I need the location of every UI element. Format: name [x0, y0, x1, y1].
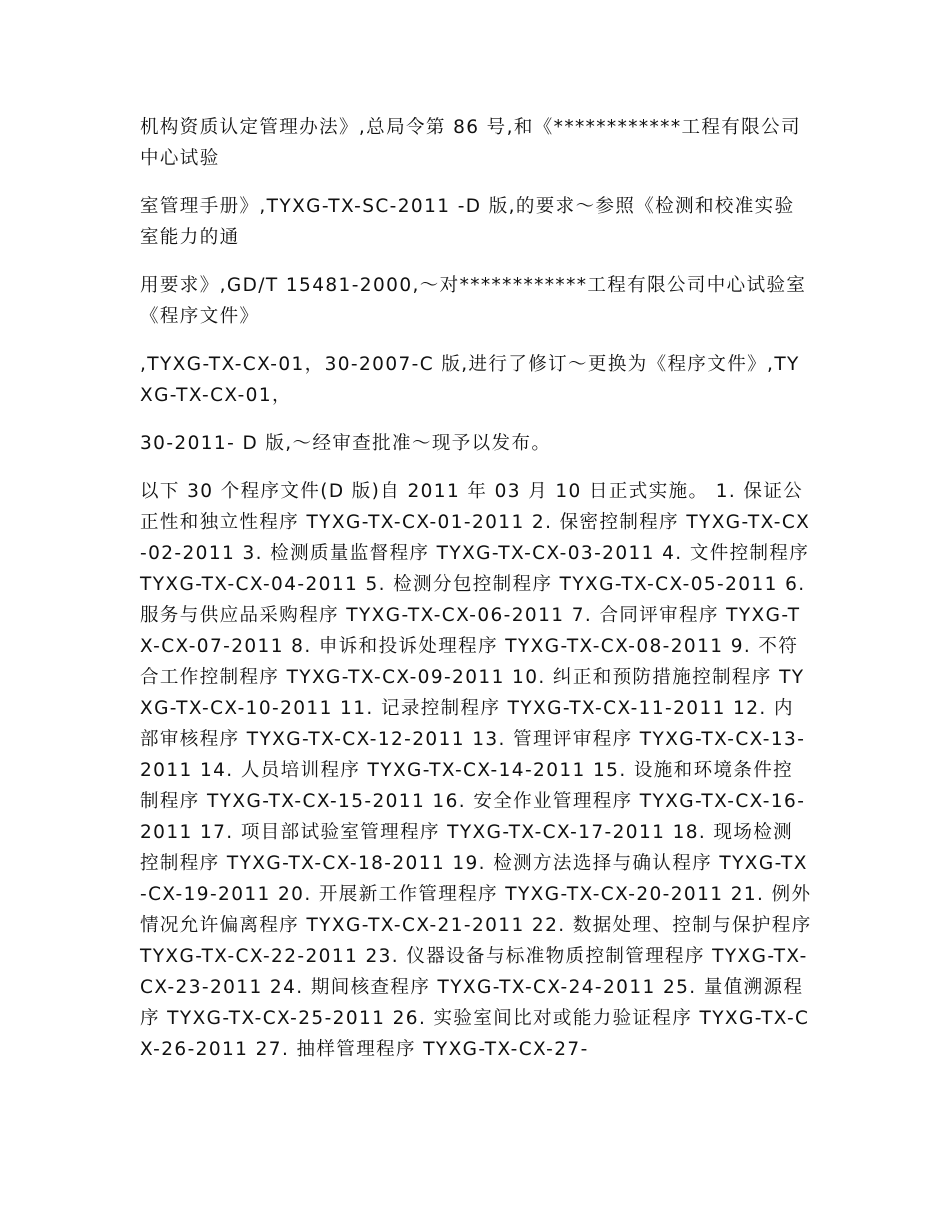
procedure-list-paragraph: 以下 30 个程序文件(D 版)自 2011 年 03 月 10 日正式实施。 1. 保证公正性和独立性程序 TYXG-TX-CX-01-2011 2. 保密控制程序 TYXG-TX-CX-02-2011 3. 检测质量监督程序 TYXG-TX-CX-03-2011 4. 文件控制程序 TYXG-TX-CX-04-2011 5. 检测分包控制程序 TYXG-TX-CX-05-2011 6. 服务与供应品采购程序 TYXG-TX-CX-06-2011 7. 合同评审程序 TYXG-TX-CX-07-2011 8. 申诉和投诉处理程序 TYXG-TX-CX-08-2011 9. 不符合工作控制程序 TYXG-TX-CX-09-2011 10. 纠正和预防措施控制程序 TYXG-TX-CX-10-2011 11. 记录控制程序 TYXG-TX-CX-11-2011 12. 内部审核程序 TYXG-TX-CX-12-2011 13. 管理评审程序 TYXG-TX-CX-13-2011 14. 人员培训程序 TYXG-TX-CX-14-2011 15. 设施和环境条件控制程序 TYXG-TX-CX-15-2011 16. 安全作业管理程序 TYXG-TX-CX-16-2011 17. 项目部试验室管理程序 TYXG-TX-CX-17-2011 18. 现场检测控制程序 TYXG-TX-CX-18-2011 19. 检测方法选择与确认程序 TYXG-TX-CX-19-2011 20. 开展新工作管理程序 TYXG-TX-CX-20-2011 21. 例外情况允许偏离程序 TYXG-TX-CX-21-2011 22. 数据处理、控制与保护程序 TYXG-TX-CX-22-2011 23. 仪器设备与标准物质控制管理程序 TYXG-TX-CX-23-2011 24. 期间核查程序 TYXG-TX-CX-24-2011 25. 量值溯源程序 TYXG-TX-CX-25-2011 26. 实验室间比对或能力验证程序 TYXG-TX-CX-26-2011 27. 抽样管理程序 TYXG-TX-CX-27- — [140, 481, 812, 1060]
paragraph-5: 30-2011- D 版,～经审查批准～现予以发布。 — [140, 433, 552, 454]
paragraph-3: 用要求》,GD/T 15481-2000,～对************工程有限公司中心试验室《程序文件》 — [140, 275, 807, 327]
paragraph-2: 室管理手册》,TYXG-TX-SC-2011 -D 版,的要求～参照《检测和校准实验室能力的通 — [140, 196, 795, 248]
document-body — [140, 112, 812, 1065]
paragraph-1: 机构资质认定管理办法》,总局令第 86 号,和《************工程有限公司中心试验 — [140, 117, 801, 169]
paragraph-4: ,TYXG-TX-CX-01，30-2007-C 版,进行了修订～更换为《程序文件》,TYXG-TX-CX-01， — [140, 354, 800, 406]
